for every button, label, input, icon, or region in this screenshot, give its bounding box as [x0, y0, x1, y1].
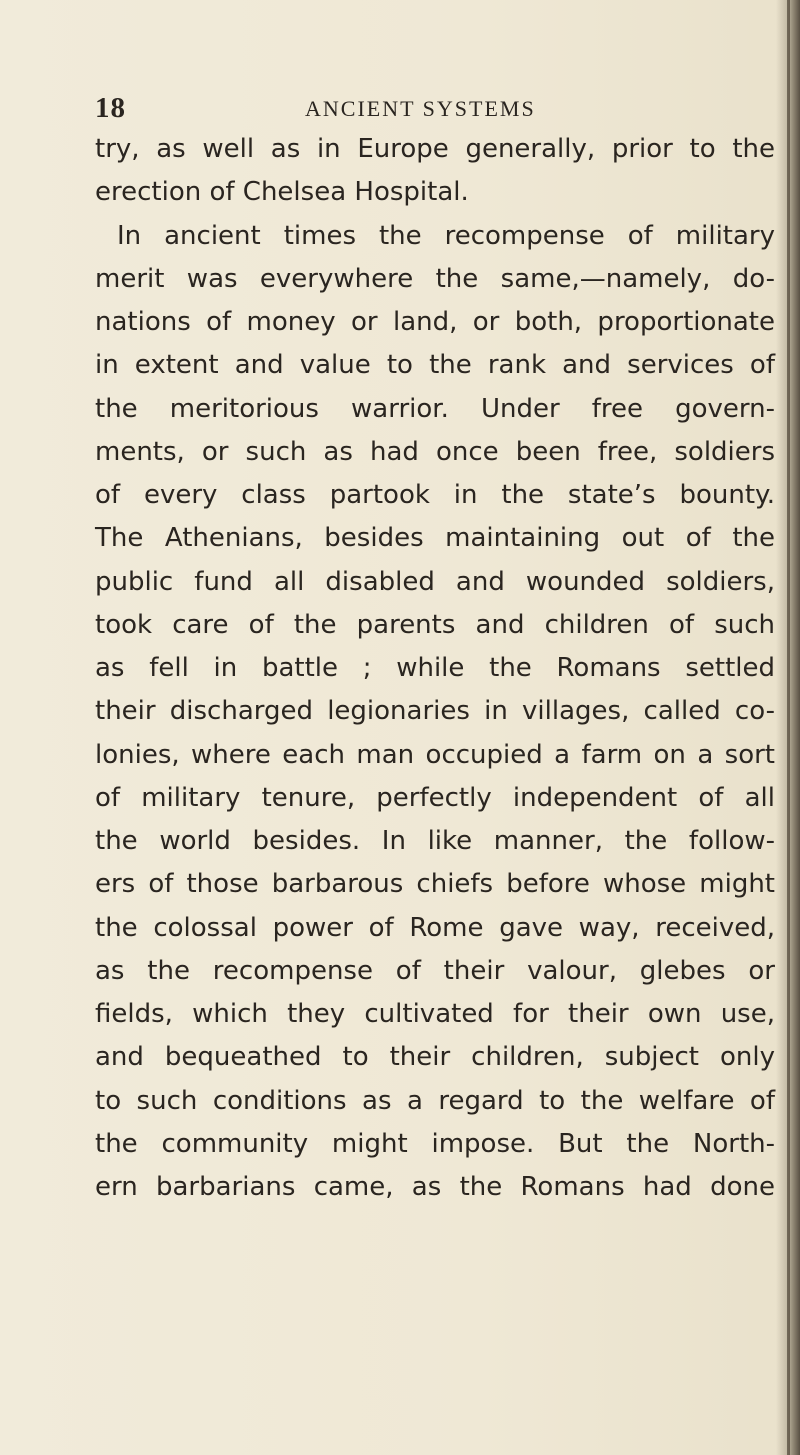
text-line: took care of the parents and children of such [95, 609, 775, 640]
text-line: to such conditions as a regard to the welfare of [95, 1085, 775, 1116]
text-line: ments, or such as had once been free, soldiers [95, 436, 775, 467]
running-head: ANCIENT SYSTEMS [305, 96, 536, 121]
text-line: the community might impose. But the North- [95, 1128, 775, 1159]
text-line: the meritorious warrior. Under free govern- [95, 393, 775, 424]
text-line: of every class partook in the state’s bounty. [95, 480, 775, 510]
text-line: ers of those barbarous chiefs before whose might [95, 869, 775, 900]
text-line: as the recompense of their valour, glebes or [95, 955, 775, 986]
text-line: nations of money or land, or both, proportionate [95, 307, 775, 337]
text-line: of military tenure, perfectly independent of all [95, 782, 775, 813]
text-line: in extent and value to the rank and services of [95, 350, 775, 381]
text-line: public fund all disabled and wounded soldiers, [95, 566, 775, 597]
text-line: try, as well as in Europe generally, prior to the [95, 134, 775, 164]
text-line: In ancient times the recompense of military [117, 220, 775, 251]
text-line: as fell in battle ; while the Romans settled [95, 653, 775, 683]
page-number: 18 [95, 92, 126, 124]
text-line: ern barbarians came, as the Romans had done [95, 1172, 775, 1202]
body-text [95, 128, 775, 1209]
text-line: the colossal power of Rome gave way, received, [95, 912, 775, 943]
text-line: erection of Chelsea Hospital. [95, 177, 469, 208]
text-line: merit was everywhere the same,—namely, do- [95, 263, 775, 294]
text-line: their discharged legionaries in villages, called co- [95, 696, 775, 727]
text-line: fields, which they cultivated for their own use, [95, 999, 775, 1029]
page-header [95, 92, 695, 128]
text-line: lonies, where each man occupied a farm on a sort [95, 739, 775, 770]
page-edge-line [787, 0, 790, 1455]
text-line: The Athenians, besides maintaining out of the [95, 523, 775, 554]
text-line: the world besides. In like manner, the follow- [95, 826, 775, 856]
text-line: and bequeathed to their children, subject only [95, 1042, 775, 1073]
